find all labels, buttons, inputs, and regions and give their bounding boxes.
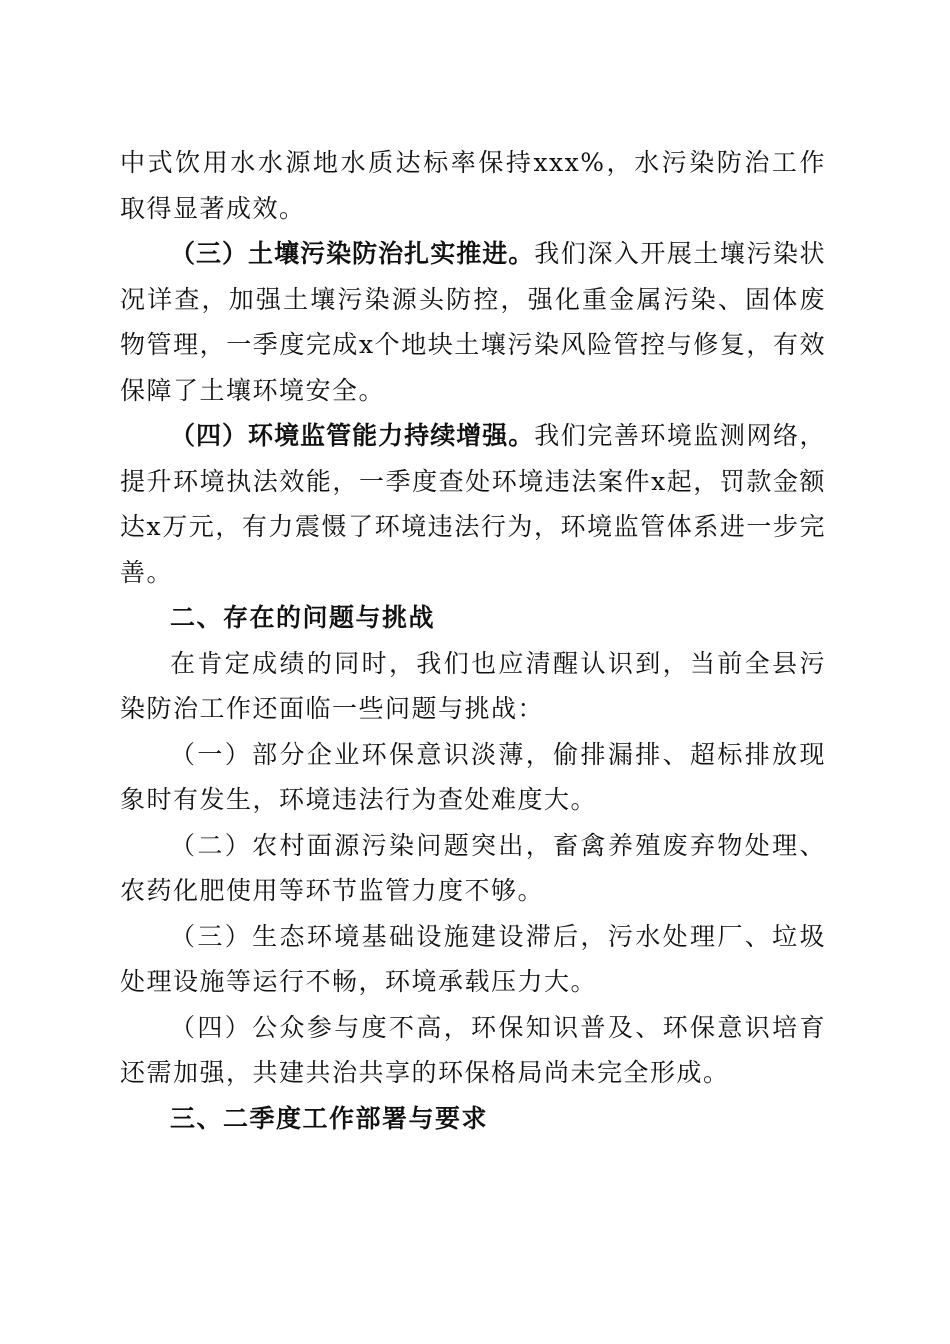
paragraph-water-quality — [120, 140, 826, 231]
paragraph-problem-1 — [120, 732, 826, 823]
document-body — [120, 140, 826, 1141]
paragraph-lead: （四）环境监管能力持续增强。 — [170, 421, 535, 450]
paragraph-problem-3 — [120, 914, 826, 1005]
paragraph-supervision — [120, 413, 826, 595]
section-heading-q2-plan: 三、二季度工作部署与要求 — [170, 1103, 489, 1133]
paragraph-text: 在肯定成绩的同时，我们也应清醒认识到，当前全县污染防治工作还面临一些问题与挑战： — [120, 648, 826, 723]
paragraph-text: 中式饮用水水源地水质达标率保持xxx%，水污染防治工作取得显著成效。 — [120, 148, 826, 223]
paragraph-text: （一）部分企业环保意识淡薄，偷排漏排、超标排放现象时有发生，环境违法行为查处难度大。 — [120, 739, 826, 814]
section-heading-problems: 二、存在的问题与挑战 — [170, 603, 436, 632]
paragraph-text: 我们完善环境监测网络，提升环境执法效能，一季度查处环境违法案件x起，罚款金额达x万元，有力震慑了环境违法行为，环境监管体系进一步完善。 — [120, 421, 826, 587]
paragraph-soil-pollution — [120, 231, 826, 413]
paragraph-lead: （三）土壤污染防治扎实推进。 — [170, 239, 535, 268]
paragraph-problems-intro — [120, 641, 826, 732]
paragraph-text: （三）生态环境基础设施建设滞后，污水处理厂、垃圾处理设施等运行不畅，环境承载压力大。 — [120, 921, 826, 996]
paragraph-text: （四）公众参与度不高，环保知识普及、环保意识培育还需加强，共建共治共享的环保格局尚未完全形成。 — [120, 1012, 826, 1087]
paragraph-problem-2 — [120, 823, 826, 914]
paragraph-problem-4 — [120, 1005, 826, 1096]
paragraph-text: 我们深入开展土壤污染状况详查，加强土壤污染源头防控，强化重金属污染、固体废物管理，一季度完成x个地块土壤污染风险管控与修复，有效保障了土壤环境安全。 — [120, 239, 826, 405]
paragraph-text: （二）农村面源污染问题突出，畜禽养殖废弃物处理、农药化肥使用等环节监管力度不够。 — [120, 830, 826, 905]
